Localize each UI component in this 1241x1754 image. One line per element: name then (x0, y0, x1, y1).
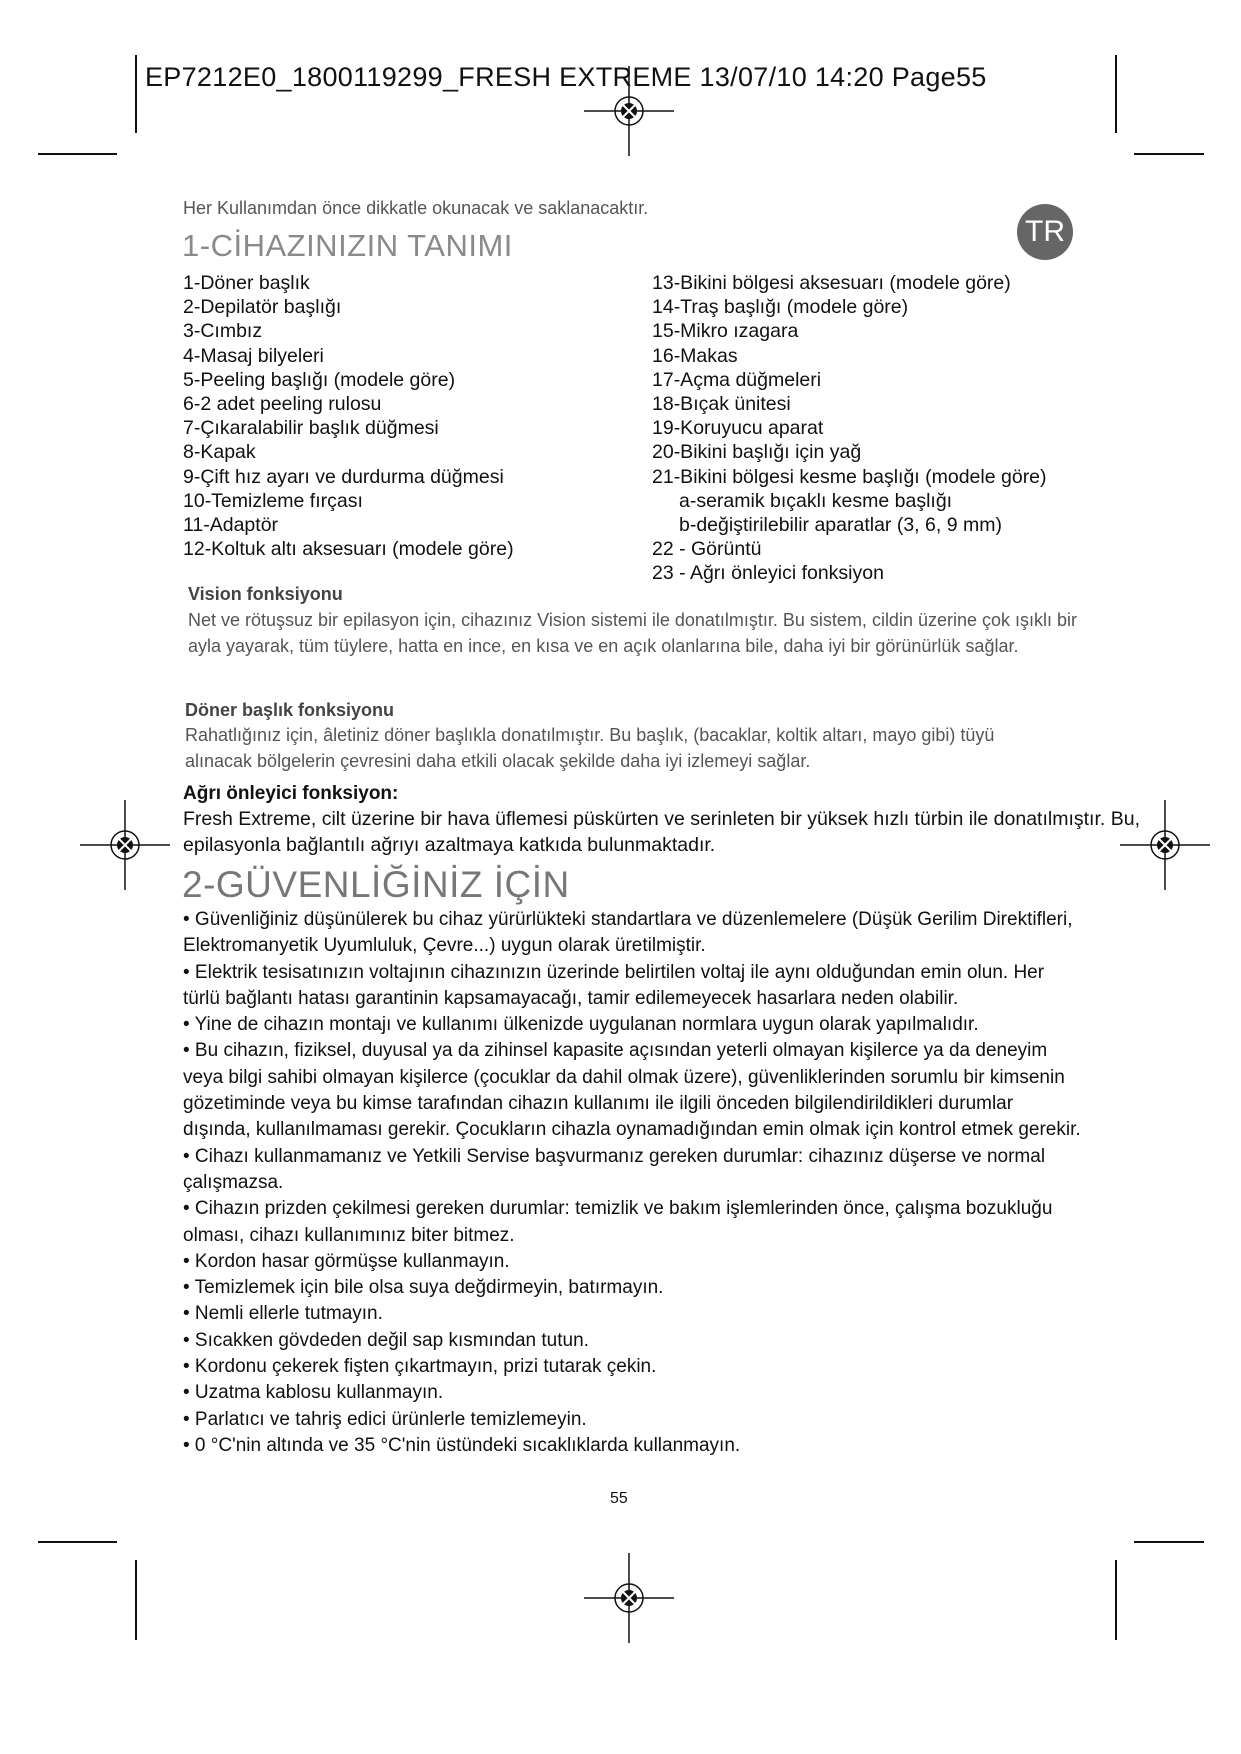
registration-mark-icon (584, 66, 674, 156)
crop-mark (1134, 153, 1204, 155)
list-item: 18-Bıçak ünitesi (652, 393, 791, 416)
bullet-item: • Kordon hasar görmüşse kullanmayın. (183, 1250, 510, 1272)
pain-relief-text: Fresh Extreme, cilt üzerine bir hava üflemesi püskürten ve serinleten bir yüksek hızlı türbin ile donatılmıştır. Bu, epilasyonla bağlantılı ağrıyı azaltmaya katkıda bulunmaktadır. (183, 808, 1140, 856)
crop-mark (1115, 1560, 1117, 1640)
bullet-item: • Nemli ellerle tutmayın. (183, 1303, 383, 1325)
bullet-item: • Cihazı kullanmamanız ve Yetkili Servise başvurmanız gereken durumlar: cihazınız düşerse ve normal çalışmazsa. (183, 1145, 1046, 1193)
list-item: 23 - Ağrı önleyici fonksiyon (652, 562, 884, 585)
list-item: 12-Koltuk altı aksesuarı (modele göre) (183, 538, 514, 561)
list-item: 14-Traş başlığı (modele göre) (652, 296, 909, 319)
list-item: 13-Bikini bölgesi aksesuarı (modele göre) (652, 272, 1011, 294)
bullet-item: • Temizlemek için bile olsa suya değdirmeyin, batırmayın. (183, 1277, 664, 1299)
language-badge: TR (1017, 204, 1073, 260)
bullet-item: • Elektrik tesisatınızın voltajının cihazınızın üzerinde belirtilen voltaj ile aynı olduğundan emin olun. Her türlü bağlantı hatası garantinin kapsamayacağı, tamir edilemeyecek hasarlara neden olabilir. (183, 961, 1045, 1009)
bullet-item: • Yine de cihazın montajı ve kullanımı ülkenizde uygulanan normlara uygun olarak yapılmalıdır. (183, 1014, 979, 1036)
vision-title: Vision fonksiyonu (188, 584, 343, 604)
list-item: 3-Cımbız (183, 320, 263, 343)
list-item: 9-Çift hız ayarı ve durdurma düğmesi (183, 465, 504, 488)
list-item: 8-Kapak (183, 441, 256, 464)
bullet-item: • Kordonu çekerek fişten çıkartmayın, prizi tutarak çekin. (183, 1356, 657, 1378)
vision-text: Net ve rötuşsuz bir epilasyon için, cihazınız Vision sistemi ile donatılmıştır. Bu sistem, cildin üzerine çok ışıklı bir ayla yayarak, tüm tüylere, hatta en ince, en kısa ve en açık olanlarına bile, daha iyi bir görünürlük sağlar. (188, 610, 1078, 656)
bullet-item: • Bu cihazın, fiziksel, duyusal ya da zihinsel kapasite açısından yeterli olmayan kişilerce ya da deneyim veya bilgi sahibi olmayan kişilerce (çocuklar da dahil olmak üzere), güvenliklerinden sorumlu bir kimsenin gözetiminde veya bu kimse tarafından cihazın kullanımı ile ilgili önceden bilgilendirildikleri durumlar dışında, kullanılmaması gerekir. Çocukların cihazla oynamadığından emin olmak için kontrol etmek gerekir. (183, 1040, 1081, 1141)
print-slug-header: EP7212E0_1800119299_FRESH EXTREME 13/07/10 14:20 Page55 (145, 62, 987, 92)
list-item: 22 - Görüntü (652, 538, 762, 561)
bullet-item: • Cihazın prizden çekilmesi gereken durumlar: temizlik ve bakım işlemlerinden önce, çalışma bozukluğu olması, cihazı kullanımınız biter bitmez. (183, 1198, 1053, 1246)
section-2-title: 2-GÜVENLİĞİNİZ İÇİN (182, 864, 570, 905)
list-item: 10-Temizleme fırçası (183, 489, 363, 512)
list-item: 15-Mikro ızagara (652, 320, 799, 343)
crop-mark (135, 1560, 137, 1640)
bullet-item: • Uzatma kablosu kullanmayın. (183, 1382, 444, 1404)
bullet-item: • Parlatıcı ve tahriş edici ürünlerle temizlemeyin. (183, 1408, 587, 1430)
bullet-item: • Güvenliğiniz düşünülerek bu cihaz yürürlükteki standartlara ve düzenlemelere (Düşük Gerilim Direktifleri, Elektromanyetik Uyumluluk, Çevre...) uygun olarak üretilmiştir. (183, 909, 1073, 957)
pain-relief-title: Ağrı önleyici fonksiyon: (183, 783, 399, 804)
list-item: 11-Adaptör (183, 514, 279, 537)
bullet-item: • Sıcakken gövdeden değil sap kısmından tutun. (183, 1329, 589, 1351)
list-item: 7-Çıkaralabilir başlık düğmesi (183, 417, 439, 440)
list-item: 20-Bikini başlığı için yağ (652, 441, 862, 464)
crop-mark (38, 153, 117, 155)
parts-list-left (183, 271, 514, 561)
list-item: 4-Masaj bilyeleri (183, 344, 324, 367)
list-item: 1-Döner başlık (183, 272, 310, 294)
crop-mark (1134, 1541, 1204, 1543)
list-item: 16-Makas (652, 344, 738, 367)
list-item: 17-Açma düğmeleri (652, 368, 822, 391)
intro-note: Her Kullanımdan önce dikkatle okunacak ve saklanacaktır. (183, 198, 649, 218)
list-item: 5-Peeling başlığı (modele göre) (183, 368, 456, 391)
registration-mark-icon (584, 1553, 674, 1643)
safety-bullets (183, 907, 1083, 1459)
bullet-item: • 0 °C'nin altında ve 35 °C'nin üstündeki sıcaklıklarda kullanmayın. (183, 1434, 741, 1456)
rotating-head-title: Döner başlık fonksiyonu (185, 700, 395, 720)
page-number: 55 (610, 1490, 628, 1507)
list-item: 2-Depilatör başlığı (183, 296, 342, 319)
list-subitem: a-seramik bıçaklı kesme başlığı (679, 489, 953, 512)
registration-mark-icon (80, 800, 170, 890)
list-item: 6-2 adet peeling rulosu (183, 393, 382, 416)
list-item: 21-Bikini bölgesi kesme başlığı (modele göre) (652, 465, 1047, 488)
list-subitem: b-değiştirilebilir aparatlar (3, 6, 9 mm) (679, 514, 1002, 537)
parts-list-right (652, 271, 1047, 586)
crop-mark (135, 55, 137, 133)
list-item: 19-Koruyucu aparat (652, 417, 824, 440)
rotating-head-text: Rahatlığınız için, âletiniz döner başlıkla donatılmıştır. Bu başlık, (bacaklar, koltik altarı, mayo gibi) tüyü alınacak bölgelerin çevresini daha etkili olacak şekilde daha iyi izlemeyi sağlar. (185, 725, 995, 771)
section-1-title: 1-CİHAZINIZIN TANIMI (182, 228, 513, 263)
crop-mark (38, 1541, 117, 1543)
crop-mark (1115, 55, 1117, 133)
